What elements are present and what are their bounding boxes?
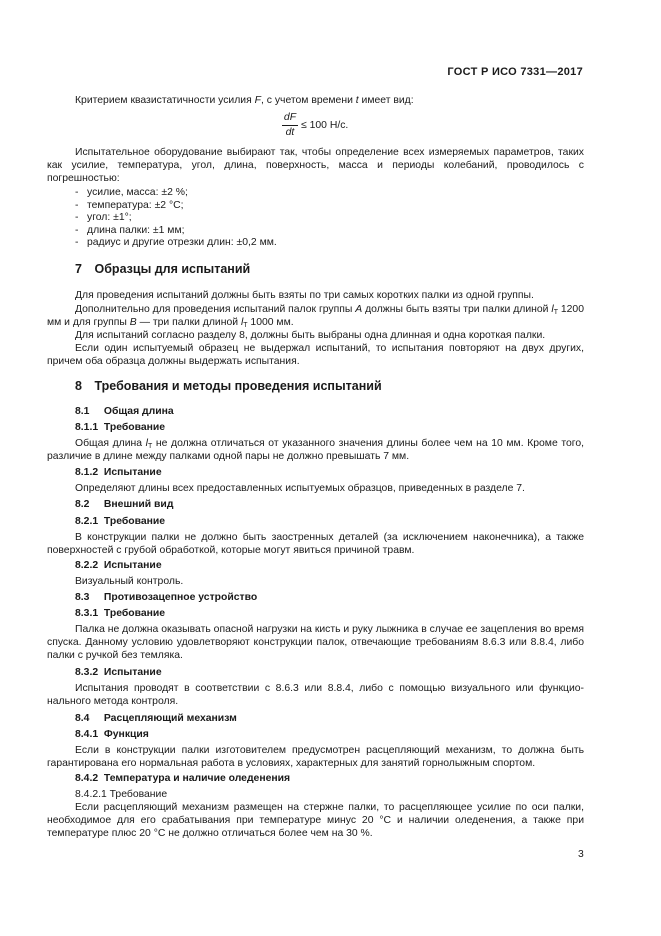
standard-header: ГОСТ Р ИСО 7331—2017 — [447, 66, 583, 78]
paragraph-8-1-1: Общая длина $l_T$ не должна отличаться от указанного значения длины более чем на 10 мм. Кроме того, различие в длине между палками одной пары не должно превышать 7 мм. — [47, 438, 584, 463]
quasistatic-formula — [282, 112, 372, 142]
section-7-paragraph: Если один испытуемый образец не выдержал испытаний, то испытания повторяют на двух других, причем оба образца должны выдержать испытания. — [47, 343, 584, 368]
heading-8-1-1: 8.1.1 Требование — [75, 422, 166, 433]
formula-rhs: ≤ 100 Н/с. — [301, 120, 349, 131]
heading-8-4-1: 8.4.1 Функция — [75, 729, 149, 740]
heading-8-4: 8.4 Расцепляющий механизм — [75, 713, 237, 724]
heading-8-3-1: 8.3.1 Требование — [75, 608, 166, 619]
tolerance-item: - радиус и другие отрезки длин: ±0,2 мм. — [75, 237, 277, 248]
formula-denominator: dt — [285, 127, 295, 138]
paragraph-8-3-2: Испытания проводят в соответствии с 8.6.3 или 8.8.4, либо с помощью визуального или функцио-нального метода контроля. — [47, 683, 584, 708]
heading-8-1-2: 8.1.2 Испытание — [75, 467, 162, 478]
equipment-paragraph: Испытательное оборудование выбирают так, чтобы определение всех измеряемых параметров, таких как усилие, температура, угол, длина, поверхность, масса и периоды колебаний, проводилось с погрешностью: — [47, 147, 584, 185]
heading-8-3: 8.3 Противозацепное устройство — [75, 592, 258, 603]
paragraph-8-2-1: В конструкции палки не должно быть заостренных деталей (за исключением наконечника), а также поверхностей с грубой обработкой, которые могут явиться причиной травм. — [47, 532, 584, 557]
paragraph-8-3-1: Палка не должна оказывать опасной нагрузки на кисть и руку лыжника в случае ее зацепления во время спуска. Данному условию удовлетворяют конструкции палок, отвечающие требованиям 8.6.3 или 8.8.4, либо палки с ручкой без темляка. — [47, 624, 584, 662]
section-7-paragraph: Дополнительно для проведения испытаний палок группы A должны быть взяты три палки длиной $l_T$ 1200 мм и для группы B — три палки длиной $l_T$ 1000 мм. — [47, 304, 584, 330]
tolerance-item: - длина палки: ±1 мм; — [75, 225, 185, 236]
tolerance-item: - усилие, масса: ±2 %; — [75, 187, 188, 198]
section-7-paragraph: Для проведения испытаний должны быть взяты по три самых коротких палки из одной группы. — [75, 290, 534, 301]
heading-8-4-2: 8.4.2 Температура и наличие оледенения — [75, 773, 291, 784]
page-number: 3 — [578, 849, 584, 860]
heading-8-4-2-1: 8.4.2.1 Требование — [75, 789, 168, 800]
tolerance-item: - угол: ±1°; — [75, 212, 132, 223]
tolerance-item: - температура: ±2 °С; — [75, 200, 184, 211]
section-7-paragraph: Для испытаний согласно разделу 8, должны быть выбраны одна длинная и одна короткая палки. — [75, 330, 546, 341]
heading-8-1: 8.1 Общая длина — [75, 406, 174, 417]
heading-8-3-2: 8.3.2 Испытание — [75, 667, 162, 678]
paragraph-8-4-1: Если в конструкции палки изготовителем предусмотрен расцепляющий механизм, то должна быть гарантирована его нормальная работа в условиях, характерных для занятий горнолыжным спортом. — [47, 745, 584, 770]
var-t: t — [355, 95, 359, 106]
formula-fraction — [282, 112, 298, 139]
formula-intro: Критерием квазистатичности усилия F, с учетом времени t имеет вид: — [75, 95, 414, 106]
section-7-heading: 7 Образцы для испытаний — [75, 262, 251, 276]
heading-8-2-1: 8.2.1 Требование — [75, 516, 166, 527]
paragraph-8-4-2-1: Если расцепляющий механизм размещен на стержне палки, то расцепляющее усилие по оси палки, необходимое для его срабатывания при температуре минус 20 °С и наличии оледенения, а также при температуре плюс 20 °С не должно отличаться более чем на 30 %. — [47, 802, 584, 840]
var-f: F — [254, 95, 261, 106]
heading-8-2: 8.2 Внешний вид — [75, 499, 174, 510]
formula-numerator: dF — [282, 112, 298, 126]
paragraph-8-2-2: Визуальный контроль. — [75, 576, 184, 587]
heading-8-2-2: 8.2.2 Испытание — [75, 560, 162, 571]
section-8-heading: 8 Требования и методы проведения испытаний — [75, 379, 382, 393]
paragraph-8-1-2: Определяют длины всех предоставленных испытуемых образцов, приведенных в разделе 7. — [75, 483, 525, 494]
